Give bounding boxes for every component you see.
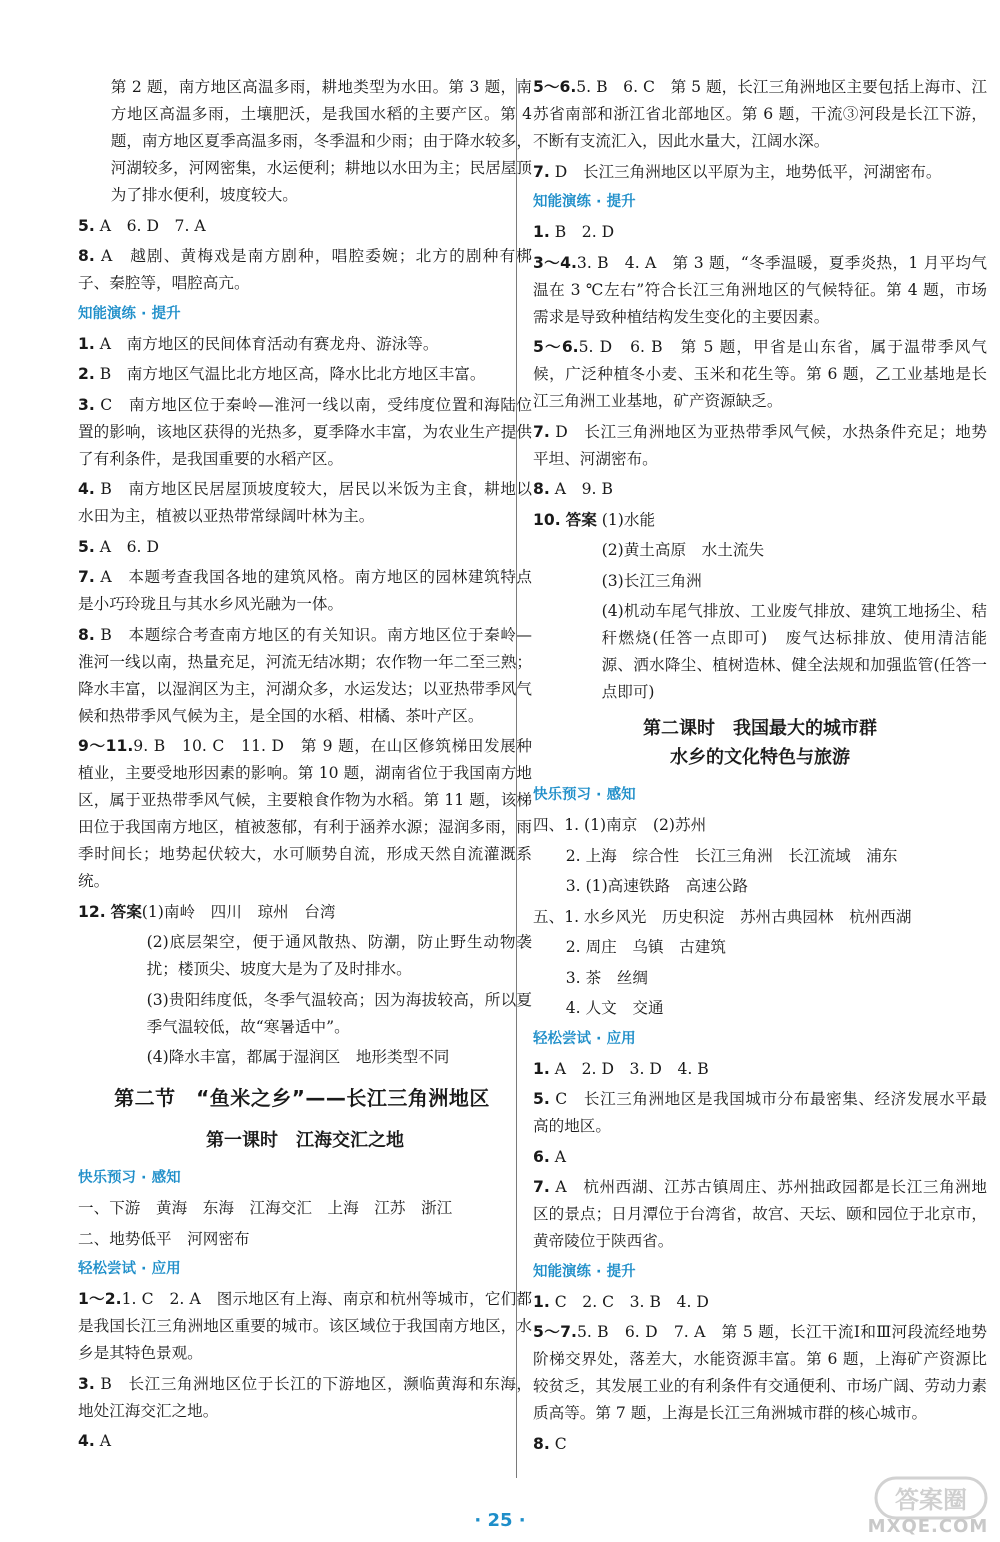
section-heading: 第二节 “鱼米之乡”——长江三角洲地区 [114,1086,490,1110]
right-b2: 3～4.3. B 4. A 第 3 题，“冬季温暖，夏季炎热，1 月平均气温在 3 ℃左右”符合长江三角洲地区的气候特征。第 4 题，市场需求是导致种植结构发生变化的主要因素。 [533,253,988,326]
svg-text:答案圈: 答案圈 [895,1486,967,1514]
right-b3: 5～6.5. D 6. B 第 5 题，甲省是山东省，属于温带季风气候，广泛种植冬小麦、玉米和花生等。第 6 题，乙工业基地是长江三角洲工业基地，矿产资源缺乏。 [533,338,988,410]
section-tag-preview-r: 快乐预习 · 感知 [533,787,636,803]
left-q12-2: (2)底层架空，便于通风散热、防潮，防止野生动物袭扰；楼顶尖、坡度大是为了及时排水。 [146,933,532,978]
section-tag-practice-r2: 知能演练 · 提升 [533,1263,636,1280]
lesson-heading-2-line1: 第二课时 我国最大的城市群 [643,718,877,739]
section-tag-try: 轻松尝试 · 应用 [78,1261,181,1277]
left-q12-4: (4)降水丰富，都属于湿润区 地形类型不同 [146,1048,450,1066]
left-q2: 2. B 南方地区气温比北方地区高，降水比北方地区丰富。 [78,365,486,383]
left-p3: 8. A 越剧、黄梅戏是南方剧种，唱腔委婉；北方的剧种有梆子、秦腔等，唱腔高亢。 [78,247,532,292]
section-tag-try-r: 轻松尝试 · 应用 [533,1030,636,1047]
left-q12-3: (3)贵阳纬度低，冬季气温较高；因为海拔较高，所以夏季气温较低，故“寒暑适中”。 [146,990,532,1036]
column-divider [516,78,517,1478]
right-b6-3: (3)长江三角洲 [601,571,702,590]
section-tag-preview: 快乐预习 · 感知 [78,1170,181,1186]
left-column [78,74,532,1459]
right-d3: 6. A [533,1147,567,1166]
right-e3: 8. C [533,1434,567,1453]
watermark-text: MXQE.COM [867,1516,989,1537]
right-c3: 3. (1)高速铁路 高速公路 [565,877,749,895]
right-c4: 五、1. 水乡风光 历史积淀 苏州古典园林 杭州西湖 [533,907,912,926]
right-b6-4: (4)机动车尾气排放、工业废气排放、建筑工地扬尘、秸秆燃烧(任答一点即可) 废气达标排放、使用清洁能源、洒水降尘、植树造林、健全法规和加强监管(任答一点即可) [601,602,987,701]
right-c2: 2. 上海 综合性 长江三角洲 长江流域 浦东 [565,846,898,865]
left-q1: 1. A 南方地区的民间体育活动有赛龙舟、游泳等。 [78,334,439,353]
lesson-heading-1: 第一课时 江海交汇之地 [206,1130,404,1151]
left-q4: 4. B 南方地区民居屋顶坡度较大，居民以米饭为主食，耕地以水田为主，植被以亚热带常绿阔叶林为主。 [78,480,532,525]
left-t3: 3. B 长江三角洲地区位于长江的下游地区，濒临黄海和东海，地处江海交汇之地。 [78,1374,532,1420]
right-b5: 8. A 9. B [533,480,613,498]
right-column [533,74,987,1461]
left-t4: 4. A [78,1432,112,1450]
right-b1: 1. B 2. D [533,223,615,241]
right-e2: 5～7.5. B 6. D 7. A 第 5 题，长江干流Ⅰ和Ⅲ河段流经地势阶梯交界处，落差大，水能资源丰富。第 6 题，上海矿产资源比较贫乏，其发展工业的有利条件有交通便利、市场广阔、劳动力素质高等。第 7 题，上海是长江三角洲城市群的核心城市。 [533,1323,988,1422]
right-b6: 10. 答案 (1)水能 [533,510,656,529]
left-t1: 1～2.1. C 2. A 图示地区有上海、南京和杭州等城市，它们都是我国长江三角洲地区重要的城市。该区域位于我国南方地区，水乡是其特色景观。 [78,1290,532,1362]
right-c6: 3. 茶 丝绸 [565,968,648,987]
left-q9: 9～11.9. B 10. C 11. D 第 9 题，在山区修筑梯田发展种植业，主要受地形因素的影响。第 10 题，湖南省位于我国南方地区，属于亚热带季风气候，主要粮食作物为水稻。第 11 题，该梯田位于我国南方地区，植被葱郁，有利于涵养水源；湿润多雨，雨季时间长；地势起伏较大，水可顺势自流，形成天然自流灌溉系统。 [78,737,532,890]
left-pre2: 二、地势低平 河网密布 [78,1229,250,1248]
page-number: · 25 · [474,1510,526,1531]
right-d4: 7. A 杭州西湖、江苏古镇周庄、苏州拙政园都是长江三角洲地区的景点；日月潭位于台湾省，故宫、天坛、颐和园位于北京市，黄帝陵位于陕西省。 [533,1178,987,1250]
right-c7: 4. 人文 交通 [565,999,664,1017]
left-q8: 8. B 本题综合考查南方地区的有关知识。南方地区位于秦岭—淮河一线以南，热量充足，河流无结冰期；农作物一年二至三熟；降水丰富，以湿润区为主，河湖众多，水运发达；以亚热带季风气候和热带季风气候为主，是全国的水稻、柑橘、茶叶产区。 [78,625,532,725]
left-q12: 12. 答案(1)南岭 四川 琼州 台湾 [78,902,336,921]
left-q7: 7. A 本题考查我国各地的建筑风格。南方地区的园林建筑特点是小巧玲珑且与其水乡风光融为一体。 [78,568,532,613]
left-q5: 5. A 6. D [78,537,159,556]
right-d1: 1. A 2. D 3. D 4. B [533,1059,709,1078]
lesson-heading-2-line2: 水乡的文化特色与旅游 [670,747,850,768]
left-pre1: 一、下游 黄海 东海 江海交汇 上海 江苏 浙江 [78,1199,453,1217]
left-p2: 5. A 6. D 7. A [78,216,206,235]
section-tag-practice: 知能演练 · 提升 [78,305,181,322]
right-c5: 2. 周庄 乌镇 古建筑 [565,938,726,956]
section-tag-practice-r: 知能演练 · 提升 [533,194,636,210]
right-b6-2: (2)黄土高原 水土流失 [601,541,765,559]
left-p1: 第 2 题，南方地区高温多雨，耕地类型为水田。第 3 题，南方地区高温多雨，土壤肥沃，是我国水稻的主要产区。第 4 题，南方地区夏季高温多雨，冬季温和少雨；由于降水较多，河湖较多，河网密集，水运便利；耕地以水田为主；民居屋顶为了排水便利，坡度较大。 [110,78,532,204]
right-d2: 5. C 长江三角洲地区是我国城市分布最密集、经济发展水平最高的地区。 [533,1090,987,1135]
right-a1: 5～6.5. B 6. C 第 5 题，长江三角洲地区主要包括上海市、江苏省南部和浙江省北部地区。第 6 题，干流③河段是长江下游，不断有支流汇入，因此水量大，江阔水深。 [533,78,987,150]
left-q3: 3. C 南方地区位于秦岭—淮河一线以南，受纬度位置和海陆位置的影响，该地区获得的光热多，夏季降水丰富，为农业生产提供了有利条件，是我国重要的水稻产区。 [78,395,532,468]
right-b4: 7. D 长江三角洲地区为亚热带季风气候，水热条件充足；地势平坦、河湖密布。 [533,422,987,468]
right-e1: 1. C 2. C 3. B 4. D [533,1292,709,1311]
right-a2: 7. D 长江三角洲地区以平原为主，地势低平，河湖密布。 [533,162,942,181]
lesson-heading-2 [533,714,987,772]
right-c1: 四、1. (1)南京 (2)苏州 [533,816,707,834]
